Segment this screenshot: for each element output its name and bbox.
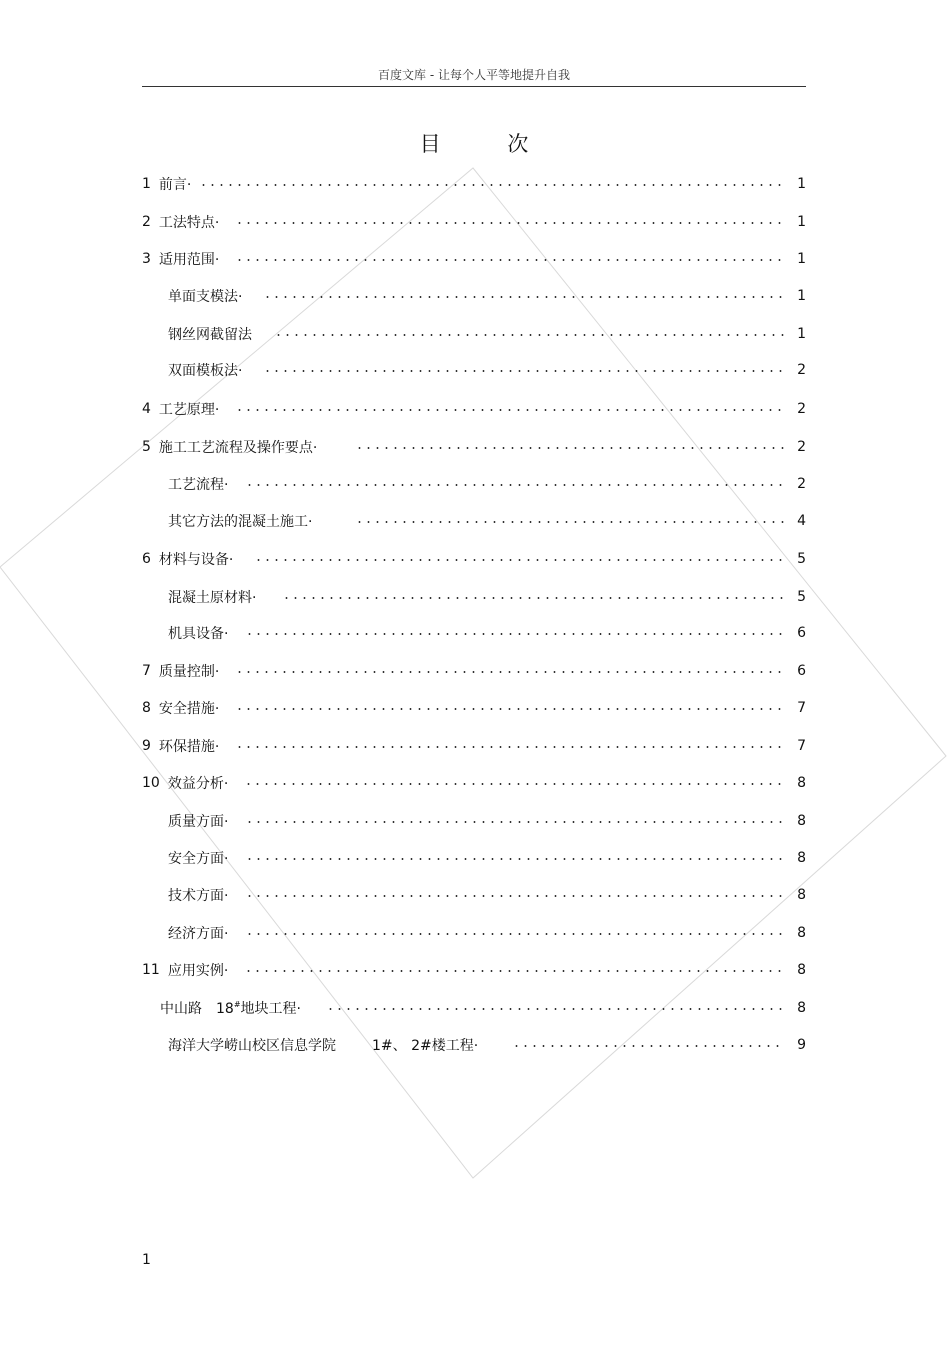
toc-entry-label: 工艺原理· (158, 402, 220, 418)
toc-leader-dots (245, 484, 784, 486)
toc-leader-dots (355, 521, 784, 523)
toc-entry-page: 8 (797, 813, 806, 829)
toc-leader-dots (263, 296, 784, 298)
toc-entry-label: 质量方面· (168, 814, 229, 830)
toc-entry-page: 1 (797, 214, 806, 230)
toc-leader-dots (235, 708, 784, 710)
toc-leader-dots (254, 559, 784, 561)
toc-leader-dots (245, 858, 784, 860)
toc-leader-dots (235, 259, 784, 261)
toc-subentry[interactable] (160, 885, 806, 905)
toc-entry-number: 10 (142, 775, 160, 791)
toc-leader-dots (245, 633, 784, 635)
toc-entry-number: 9 (142, 738, 151, 754)
toc-subentry[interactable] (160, 474, 806, 494)
toc-subentry[interactable] (160, 324, 806, 344)
toc-entry-label: 施工工艺流程及操作要点· (158, 440, 318, 456)
toc-leader-dots (235, 409, 784, 411)
toc-leader-dots (235, 671, 784, 673)
toc-entry[interactable] (142, 437, 806, 457)
toc-leader-dots (274, 334, 784, 336)
toc-entry-label: 机具设备· (168, 626, 229, 642)
toc-title-char: 次 (507, 132, 529, 156)
toc-subentry[interactable] (160, 811, 806, 831)
toc-subentry[interactable] (160, 848, 806, 868)
toc-entry-label: 混凝土原材料· (168, 590, 257, 606)
toc-entry[interactable] (142, 249, 806, 269)
toc-entry-page: 4 (797, 513, 806, 529)
toc-leader-dots (244, 783, 784, 785)
toc-entry-page: 2 (797, 439, 806, 455)
toc-subentry[interactable] (160, 998, 806, 1018)
toc-subentry[interactable] (160, 623, 806, 643)
toc-entry-page: 6 (797, 663, 806, 679)
toc-entry[interactable] (142, 549, 806, 569)
toc-subentry[interactable] (160, 923, 806, 943)
toc-entry-label: 材料与设备· (158, 552, 234, 568)
toc-entry-page: 8 (797, 887, 806, 903)
toc-entry-page: 1 (797, 326, 806, 342)
toc-leader-dots (326, 1008, 784, 1010)
toc-entry-page: 2 (797, 476, 806, 492)
toc-entry-number: 11 (142, 962, 160, 978)
toc-leader-dots (235, 746, 784, 748)
toc-entry-page: 8 (797, 850, 806, 866)
toc-entry-page: 8 (797, 925, 806, 941)
toc-entry-label: 其它方法的混凝土施工· (168, 514, 313, 530)
toc-entry-label: 工法特点· (158, 215, 220, 231)
toc-entry-label: 适用范围· (158, 252, 220, 268)
toc-entry-page: 7 (797, 700, 806, 716)
toc-entry-label: 应用实例· (167, 963, 229, 979)
toc-entry-label: 工艺流程· (168, 477, 229, 493)
toc-entry-page: 1 (797, 176, 806, 192)
toc-entry-label-part: 中山路 (160, 1001, 202, 1017)
toc-entry-number: 2 (142, 214, 151, 230)
toc-entry-label-superscript: # (233, 1000, 241, 1009)
toc-entry[interactable] (142, 736, 806, 756)
toc-entry[interactable] (142, 174, 806, 194)
toc-entry[interactable] (142, 399, 806, 419)
page-number: 1 (142, 1252, 151, 1268)
toc-entry-page: 7 (797, 738, 806, 754)
toc-entry-page: 2 (797, 401, 806, 417)
toc-entry-page: 5 (797, 589, 806, 605)
toc-entry-number: 8 (142, 700, 151, 716)
toc-entry-number: 6 (142, 551, 151, 567)
toc-entry-number: 7 (142, 663, 151, 679)
toc-subentry[interactable] (160, 587, 806, 607)
toc-entry-label: 单面支模法· (168, 289, 243, 305)
toc-leader-dots (245, 933, 784, 935)
toc-entry-page: 2 (797, 362, 806, 378)
toc-entry-label: 双面模板法· (168, 363, 243, 379)
toc-entry-label: 安全方面· (168, 851, 229, 867)
toc-entry-page: 8 (797, 962, 806, 978)
toc-entry-number: 1 (142, 176, 151, 192)
page-header: 百度文库 - 让每个人平等地提升自我 (378, 68, 570, 82)
toc-entry-label: 前言· (158, 177, 192, 193)
toc-leader-dots (244, 970, 784, 972)
toc-title-char: 目 (419, 132, 441, 156)
toc-subentry[interactable] (160, 511, 806, 531)
toc-entry-label (168, 1035, 478, 1055)
toc-entry[interactable] (142, 960, 806, 980)
toc-entry-label-part: 1#、 2#楼工程· (372, 1038, 479, 1054)
toc-entry-label: 钢丝网截留法 (168, 327, 252, 343)
toc-entry-label: 经济方面· (168, 926, 229, 942)
toc-leader-dots (235, 222, 784, 224)
toc-entry-page: 6 (797, 625, 806, 641)
toc-entry[interactable] (142, 212, 806, 232)
toc-leader-dots (263, 370, 784, 372)
toc-leader-dots (245, 895, 784, 897)
toc-entry-number: 3 (142, 251, 151, 267)
toc-entry-number: 4 (142, 401, 151, 417)
toc-entry[interactable] (142, 773, 806, 793)
toc-leader-dots (199, 184, 784, 186)
toc-entry-page: 8 (797, 775, 806, 791)
toc-entry-label-part: 地块工程· (240, 1001, 301, 1017)
toc-entry[interactable] (142, 661, 806, 681)
toc-subentry[interactable] (160, 360, 806, 380)
toc-leader-dots (245, 821, 784, 823)
toc-entry-page: 8 (797, 1000, 806, 1016)
toc-entry-label: 技术方面· (168, 888, 229, 904)
toc-entry-label: 质量控制· (158, 664, 220, 680)
toc-leader-dots (355, 447, 784, 449)
toc-entry-number: 5 (142, 439, 151, 455)
toc-entry-label: 安全措施· (158, 701, 220, 717)
toc-subentry[interactable] (160, 286, 806, 306)
toc-entry-page: 9 (797, 1037, 806, 1053)
toc-entry-label-part: 18 (216, 1001, 234, 1017)
toc-entry-page: 1 (797, 251, 806, 267)
toc-leader-dots (512, 1045, 784, 1047)
toc-entry-label (160, 998, 301, 1018)
toc-entry[interactable] (142, 698, 806, 718)
toc-leader-dots (282, 597, 784, 599)
toc-entry-page: 5 (797, 551, 806, 567)
toc-entry-label-part: 海洋大学崂山校区信息学院 (168, 1038, 336, 1054)
toc-entry-label: 效益分析· (167, 776, 229, 792)
toc-entry-page: 1 (797, 288, 806, 304)
toc-subentry[interactable] (160, 1035, 806, 1055)
toc-entry-label: 环保措施· (158, 739, 220, 755)
